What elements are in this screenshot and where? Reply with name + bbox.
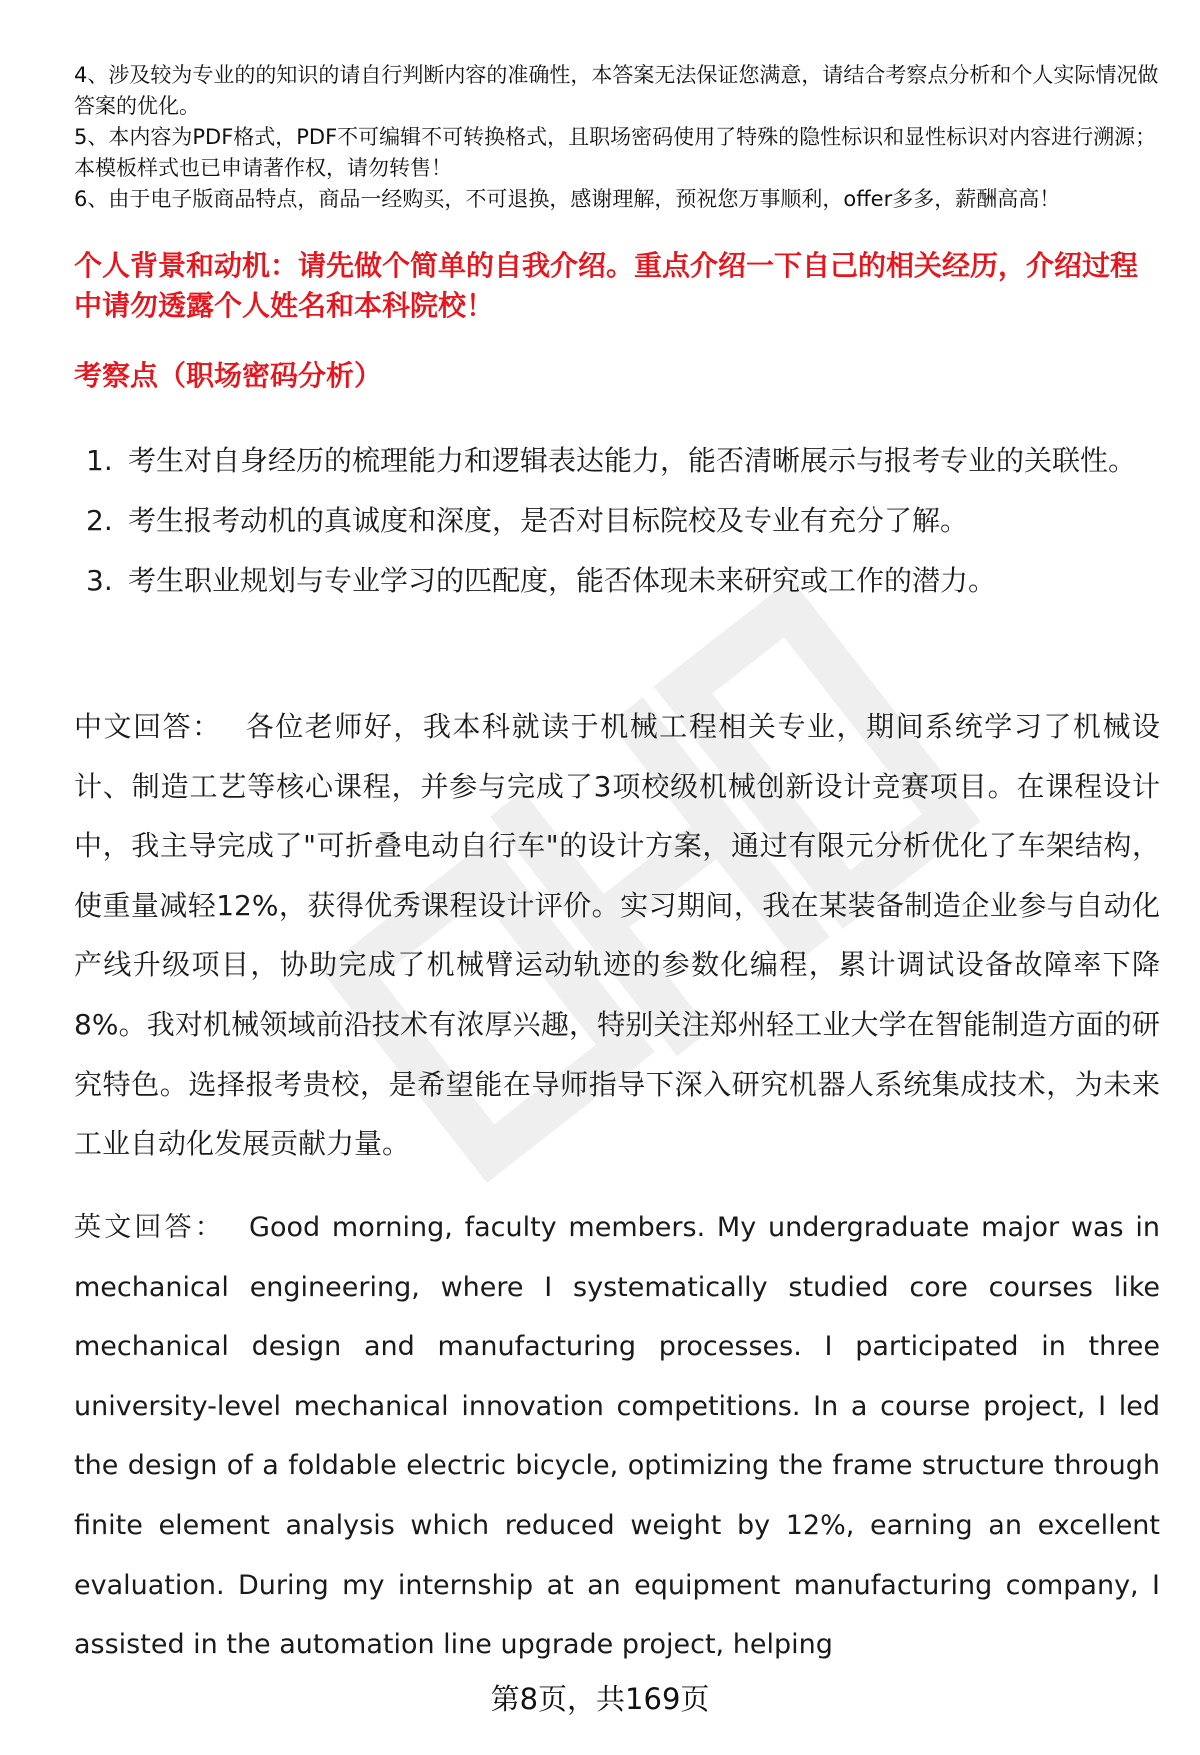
key-points-title: 考察点（职场密码分析） [74,359,383,392]
list-item-number: 1. [86,444,113,477]
page-number: 第8页，共169页 [490,1682,710,1716]
note-item-6: 6、由于电子版商品特点，商品一经购买，不可退换，感谢理解，预祝您万事顺利，offer多多，薪酬高高！ [74,187,1061,211]
list-item-text: 考生职业规划与专业学习的匹配度，能否体现未来研究或工作的潜力。 [128,564,997,597]
list-item [74,551,1154,611]
chinese-answer [74,697,1160,1174]
note-item-5: 5、本内容为PDF格式，PDF不可编辑不可转换格式，且职场密码使用了特殊的隐性标识和显性标识对内容进行溯源；本模板样式也已申请著作权，请勿转售！ [74,125,1157,180]
english-answer-text: Good morning, faculty members. My undergraduate major was in mechanical engineering, where I systematically studied core courses like mechanical design and manufacturing processes. I participated in three university-level mechanical innovation competitions. In a course project, I led the design of a foldable electric bicycle, optimizing the frame structure through finite element analysis which reduced weight by 12%, earning an excellent evaluation. During my internship at an equipment manufacturing company, I assisted in the automation line upgrade project, helping [74,1212,1161,1661]
english-answer [74,1198,1160,1675]
note-item-4: 4、涉及较为专业的的知识的请自行判断内容的准确性，本答案无法保证您满意，请结合考察点分析和个人实际情况做答案的优化。 [74,63,1159,118]
list-item [74,431,1154,491]
question-title: 个人背景和动机：请先做个简单的自我介绍。重点介绍一下自己的相关经历，介绍过程中请勿透露个人姓名和本科院校！ [74,249,1139,322]
list-item-number: 3. [86,564,113,597]
list-item-number: 2. [86,504,113,537]
key-points-list [74,431,1154,611]
list-item [74,491,1154,551]
chinese-answer-text: 各位老师好，我本科就读于机械工程相关专业，期间系统学习了机械设计、制造工艺等核心课程，并参与完成了3项校级机械创新设计竞赛项目。在课程设计中，我主导完成了"可折叠电动自行车"的设计方案，通过有限元分析优化了车架结构，使重量减轻12%，获得优秀课程设计评价。实习期间，我在某装备制造企业参与自动化产线升级项目，协助完成了机械臂运动轨迹的参数化编程，累计调试设备故障率下降8%。我对机械领域前沿技术有浓厚兴趣，特别关注郑州轻工业大学在智能制造方面的研究特色。选择报考贵校，是希望能在导师指导下深入研究机器人系统集成技术，为未来工业自动化发展贡献力量。 [74,710,1160,1161]
notes-block [74,60,1164,215]
chinese-answer-label: 中文回答： [74,710,222,743]
english-answer-label: 英文回答： [74,1212,226,1243]
list-item-text: 考生对自身经历的梳理能力和逻辑表达能力，能否清晰展示与报考专业的关联性。 [128,444,1137,477]
list-item-text: 考生报考动机的真诚度和深度，是否对目标院校及专业有充分了解。 [128,504,969,537]
